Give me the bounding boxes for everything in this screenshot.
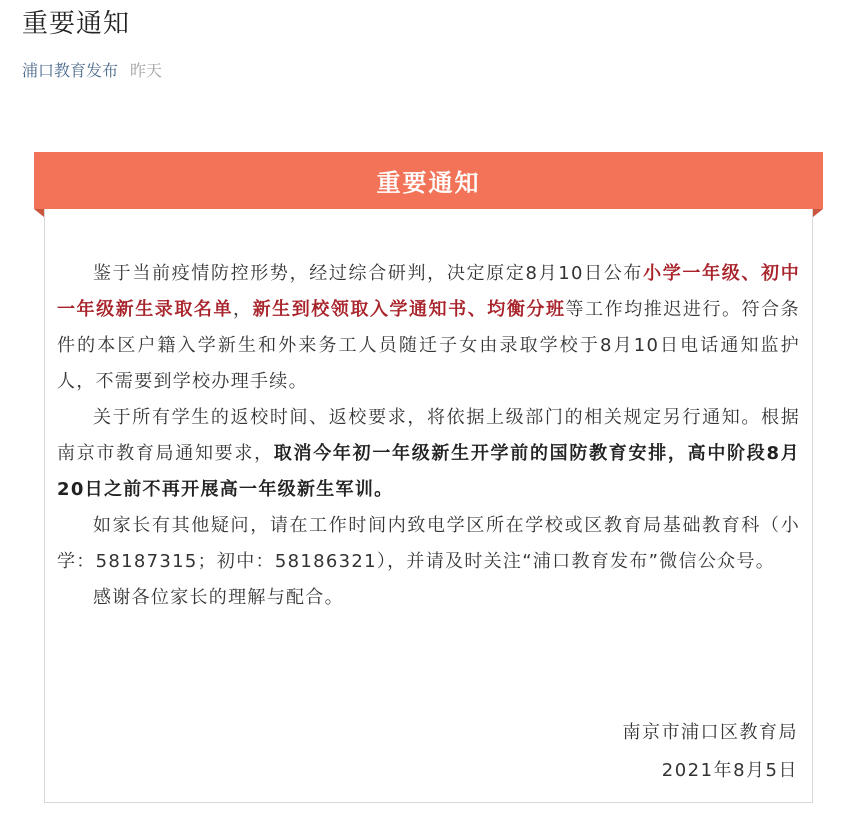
paragraph-2-highlight: 取消今年初一年级新生开学前的国防教育安排，高中阶段8月20日之前不再开展高一年级新生军训。 <box>57 443 800 500</box>
notice-body <box>57 256 800 616</box>
paragraph-2-text: 关于所有学生的返校时间、返校要求，将依据上级部门的相关规定另行通知。根据南京市教育局通知要求， <box>57 407 800 464</box>
paragraph-1-text-b: 等工作均推迟进行。符合条件的本区户籍入学新生和外来务工人员随迁子女由录取学校于8月10日电话通知监护人，不需要到学校办理手续。 <box>57 299 800 392</box>
notice-card <box>34 152 823 812</box>
article-meta <box>22 60 162 82</box>
banner-fold-right <box>813 209 823 217</box>
paragraph-3: 如家长有其他疑问，请在工作时间内致电学区所在学校或区教育局基础教育科（小学：58187315；初中：58186321），并请及时关注“浦口教育发布”微信公众号。 <box>57 515 800 572</box>
paragraph-1-comma: ， <box>233 299 253 320</box>
notice-content-box <box>44 209 813 803</box>
banner-fold-left <box>34 209 44 217</box>
signature-date: 2021年8月5日 <box>661 760 798 781</box>
signature-org: 南京市浦口区教育局 <box>622 722 798 743</box>
banner-title: 重要通知 <box>376 169 481 197</box>
article-title: 重要通知 <box>22 9 131 39</box>
paragraph-1 <box>57 256 800 400</box>
paragraph-4: 感谢各位家长的理解与配合。 <box>93 587 344 608</box>
paragraph-2 <box>57 400 800 508</box>
account-name-link[interactable]: 浦口教育发布 <box>22 61 119 80</box>
paragraph-1-highlight-a: 小学一年级、初中一年级新生录取名单 <box>57 263 800 320</box>
publish-time: 昨天 <box>130 61 163 80</box>
paragraph-1-highlight-b: 新生到校领取入学通知书、均衡分班 <box>252 299 566 320</box>
paragraph-1-text-a: 鉴于当前疫情防控形势，经过综合研判，决定原定8月10日公布 <box>93 263 644 284</box>
signature-block <box>623 714 799 790</box>
notice-banner <box>34 152 823 209</box>
